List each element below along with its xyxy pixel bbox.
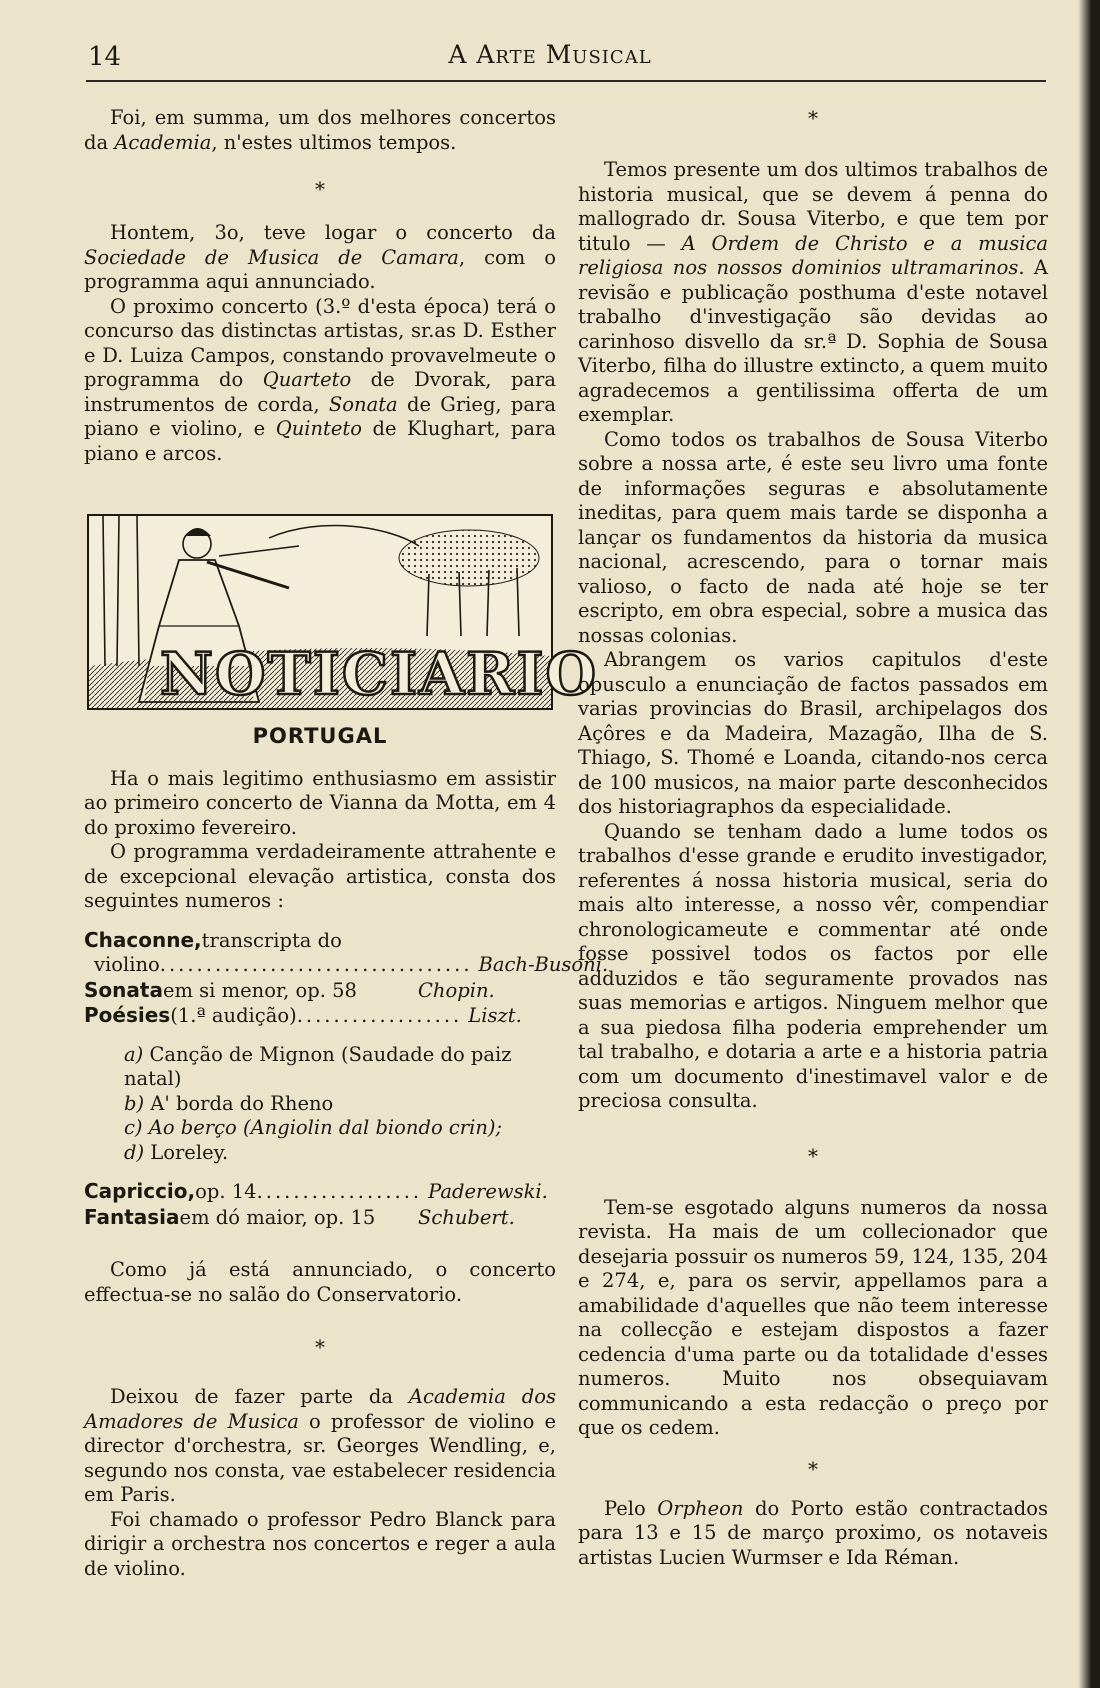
program-item: violino .................................. Bach-Busoni. [94,953,609,976]
program-item: Capriccio, op. 14 .................. Paderewski. [84,1179,548,1203]
program-item: Sonata em si menor, op. 58 Chopin. [84,977,495,1002]
program-item: Poésies (1.ª audição) .................. Liszt. [84,1003,522,1027]
paragraph: Pelo Orpheon do Porto estão contractados para 13 e 15 de março proximo, os notaveis artistas Lucien Wurmser e Ida Réman. [578,1496,1048,1569]
program-subitems [84,1043,556,1166]
program-subitem: b) A' borda do Rheno [124,1091,334,1115]
noticiario-banner-illustration [87,514,598,710]
paragraph: Como já está annunciado, o concerto effectua-se no salão do Conservatorio. [84,1258,556,1306]
noticiario-lettering: NOTICIARIO [160,640,598,708]
paragraph: Temos presente um dos ultimos trabalhos de historia musical, que se devem á penna do mallogrado dr. Sousa Viterbo, e que tem por titulo — A Ordem de Christo e a musica religiosa nos nossos dominios ultramarinos. A revisão e publicação posthuma d'este notavel trabalho d'investigação são devidas ao carinhoso disvello da sr.ª D. Sophia de Sousa Viterbo, filha do illustre extincto, a quem muito agradecemos a gentilissima offerta de um exemplar. [578,158,1049,426]
paragraph: Foi chamado o professor Pedro Blanck para dirigir a orchestra nos concertos e reger a aula de violino. [84,1507,556,1580]
paragraph: Abrangem os varios capitulos d'este opusculo a enunciação de factos passados em varias provincias do Brasil, archipelagos dos Açôres e da Madeira, Mazagão, Ilha de S. Thiago, S. Thomé e Loanda, citando-nos cerca de 100 musicos, na maior parte desconhecidos dos historiagraphos da especialidade. [578,648,1048,818]
program-subitem: d) Loreley. [124,1140,229,1164]
paragraph: Foi, em summa, um dos melhores concertos da Academia, n'estes ultimos tempos. [84,106,556,154]
paragraph: Hontem, 3o, teve logar o concerto da Sociedade de Musica de Camara, com o programma aqui annunciado. [84,221,556,293]
left-column [84,106,609,1581]
program-item: Fantasia em dó maior, op. 15 Schubert. [84,1204,515,1229]
section-separator-star: * [808,106,818,130]
program-item: Chaconne, transcripta do [84,927,342,952]
concert-program [84,927,609,1231]
paragraph: Tem-se esgotado alguns numeros da nossa revista. Ha mais de um collecionador que desejaria possuir os numeros 59, 124, 135, 204 e 274, e, para os servir, appellamos para a amabilidade d'aquelles que não teem interesse na collecção e estejam dispostos a fazer cedencia d'uma parte ou da totalidade d'esses numeros. Muito nos obsequiavam communicando a esta redacção o preço por que os cedem. [578,1195,1048,1439]
paragraph: Ha o mais legitimo enthusiasmo em assistir ao primeiro concerto de Vianna da Motta, em 4 do proximo fevereiro. [84,766,556,839]
running-title: A Arte Musical [448,40,652,69]
page-edge-shadow [1078,0,1100,1688]
paragraph: O proximo concerto (3.º d'esta época) terá o concurso das distinctas artistas, sr.as D. Esther e D. Luiza Campos, constando provavelmeute o programma do Quarteto de Dvorak, para instrumentos de corda, Sonata de Grieg, para piano e violino, e Quinteto de Klughart, para piano e arcos. [84,294,557,465]
paragraph: Quando se tenham dado a lume todos os trabalhos d'esse grande e erudito investigador, referentes á nossa historia musical, seria do mais alto interesse, a nosso vêr, compendiar chronologicameute e commentar até onde fosse possivel todos os factos por elle adduzidos e tão seguramente provados nas suas memorias e artigos. Ninguem melhor que a sua piedosa filha poderia emprehender um tal trabalho, e dotaria a arte e a historia patria com um documento d'inestimavel valor e de preciosa consulta. [578,819,1048,1112]
section-separator-star: * [315,177,325,201]
header-rule [86,80,1046,82]
section-heading-portugal: PORTUGAL [252,724,388,748]
program-subitem: a) Canção de Mignon (Saudade do paiz natal) [124,1042,512,1090]
paragraph: Como todos os trabalhos de Sousa Viterbo sobre a nossa arte, é este seu livro uma fonte de informações seguras e absolutamente ineditas, para quem mais tarde se disponha a lançar os fundamentos da historia da musica nacional, acrescendo, para o tornar mais valioso, o facto de nada até hoje se ter escripto, em obra especial, sobre a musica das nossas colonias. [578,427,1048,647]
section-separator-star: * [808,1143,818,1168]
banner-engraving [89,516,598,708]
right-column [578,106,1048,1570]
paragraph: O programma verdadeiramente attrahente e de excepcional elevação artistica, consta dos seguintes numeros : [84,840,556,912]
program-subitem: c) Ao berço (Angiolin dal biondo crin); [124,1116,503,1139]
section-separator-star: * [808,1456,818,1481]
page-number: 14 [88,42,122,72]
section-separator-star: * [315,1335,325,1359]
paragraph: Deixou de fazer parte da Academia dos Amadores de Musica o professor de violino e director d'orchestra, sr. Georges Wendling, e, segundo nos consta, vae estabelecer residencia em Paris. [84,1385,557,1506]
